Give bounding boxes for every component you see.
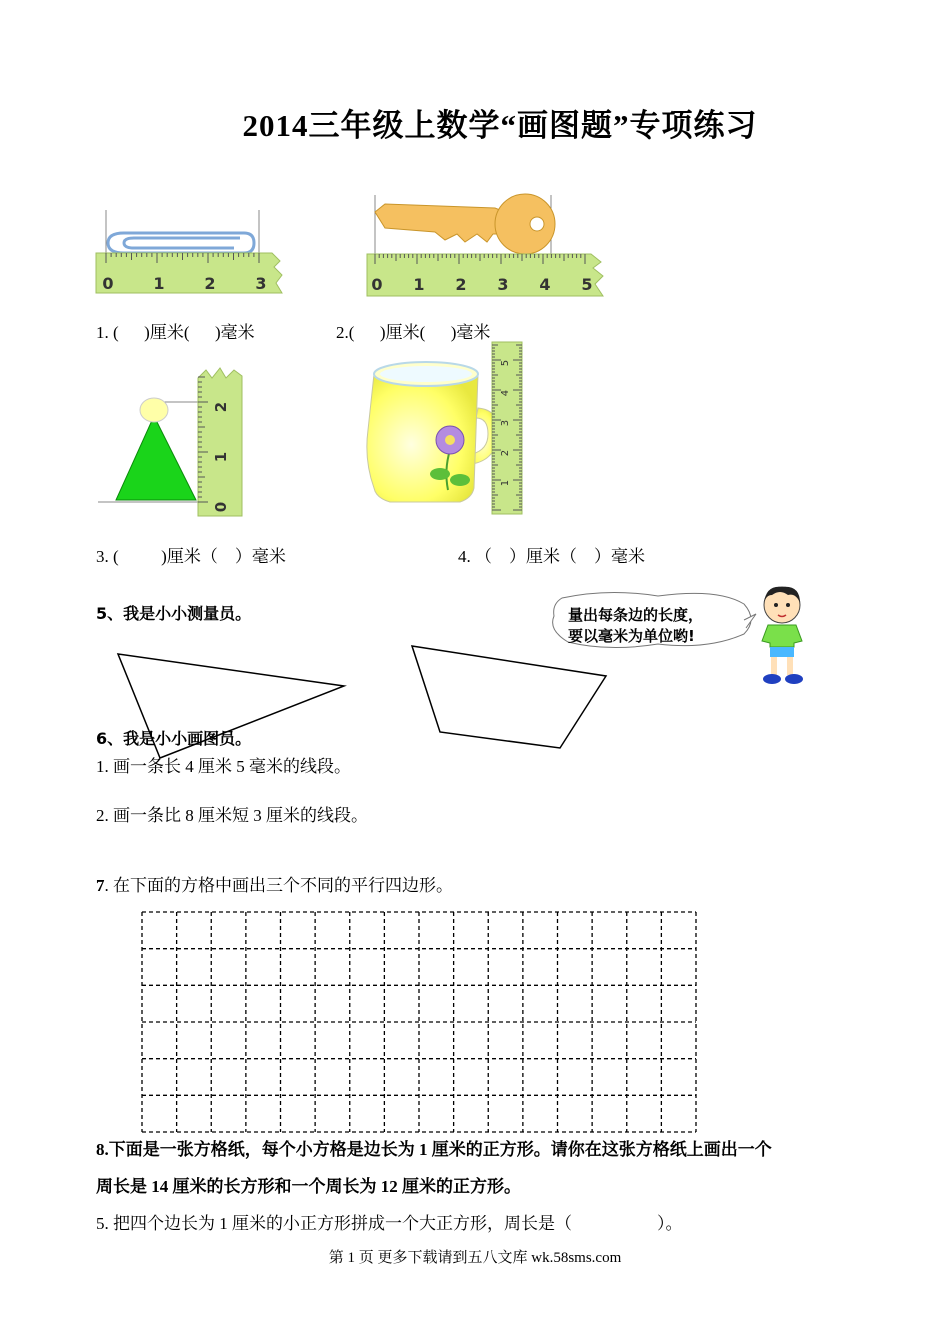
paperclip-ruler-figure bbox=[94, 205, 289, 300]
paperclip-icon bbox=[108, 233, 254, 253]
ruler-number: 0 bbox=[371, 275, 383, 294]
question-3: 3. ( )厘米（ ）毫米 bbox=[96, 547, 286, 566]
ruler-number: 1 bbox=[153, 274, 165, 293]
ruler-number: 3 bbox=[500, 419, 511, 427]
ruler-number: 1 bbox=[212, 451, 230, 463]
cone-ruler-figure bbox=[94, 366, 254, 518]
ruler-number: 1 bbox=[500, 479, 511, 487]
bubble-line-1: 量出每条边的长度， bbox=[568, 606, 704, 624]
cup-icon bbox=[367, 362, 498, 502]
ruler-number: 3 bbox=[255, 274, 267, 293]
question-9: 5. 把四个边长为 1 厘米的小正方形拼成一个大正方形，周长是（ ）。 bbox=[96, 1214, 683, 1233]
key-ruler-figure bbox=[365, 190, 610, 300]
ruler-number: 3 bbox=[497, 275, 509, 294]
key-icon bbox=[375, 194, 555, 254]
cup-ruler-figure bbox=[360, 340, 530, 518]
page-footer: 第 1 页 更多下载请到五八文库 wk.58sms.com bbox=[328, 1250, 622, 1266]
question-2: 2.( )厘米( )毫米 bbox=[336, 323, 491, 342]
ruler-number: 2 bbox=[500, 449, 511, 457]
ruler-number: 5 bbox=[500, 359, 511, 367]
question-4: 4. （ ）厘米（ ）毫米 bbox=[458, 547, 645, 566]
ruler-number: 5 bbox=[581, 275, 593, 294]
question-7 bbox=[96, 871, 453, 896]
ruler-3 bbox=[198, 368, 242, 516]
ruler-number: 2 bbox=[212, 401, 230, 413]
ruler-number: 4 bbox=[539, 275, 551, 294]
bubble-line-2: 要以毫米为单位哟! bbox=[568, 627, 695, 645]
dashed-grid bbox=[140, 910, 700, 1135]
ruler-number: 2 bbox=[455, 275, 467, 294]
ruler-4 bbox=[492, 342, 522, 514]
ruler-number: 2 bbox=[204, 274, 216, 293]
measure-shapes bbox=[110, 640, 620, 770]
ruler-number: 0 bbox=[102, 274, 114, 293]
page-title: 2014三年级上数学“画图题”专项练习 bbox=[242, 108, 758, 143]
ruler-number: 1 bbox=[413, 275, 425, 294]
cone-shape bbox=[116, 416, 196, 500]
cartoon-boy-icon bbox=[752, 585, 814, 691]
ruler-1 bbox=[96, 253, 282, 293]
question-7-number: 7 bbox=[96, 876, 105, 895]
ruler-number: 4 bbox=[500, 389, 511, 397]
draw-task-1: 1. 画一条长 4 厘米 5 毫米的线段。 bbox=[96, 757, 351, 776]
question-7-text: . 在下面的方格中画出三个不同的平行四边形。 bbox=[104, 876, 453, 895]
draw-task-2: 2. 画一条比 8 厘米短 3 厘米的线段。 bbox=[96, 806, 368, 825]
section-6-heading: 6、我是小小画图员。 bbox=[96, 729, 252, 748]
ruler-2 bbox=[367, 254, 603, 296]
question-1: 1. ( )厘米( )毫米 bbox=[96, 323, 255, 342]
question-8-line-2: 周长是 14 厘米的长方形和一个周长为 12 厘米的正方形。 bbox=[96, 1177, 521, 1196]
ruler-number: 0 bbox=[212, 501, 230, 513]
question-8-line-1: 8.下面是一张方格纸，每个小方格是边长为 1 厘米的正方形。请你在这张方格纸上画出一个 bbox=[96, 1140, 772, 1159]
trapezoid-shape bbox=[412, 646, 606, 748]
section-5-heading: 5、我是小小测量员。 bbox=[96, 604, 252, 623]
